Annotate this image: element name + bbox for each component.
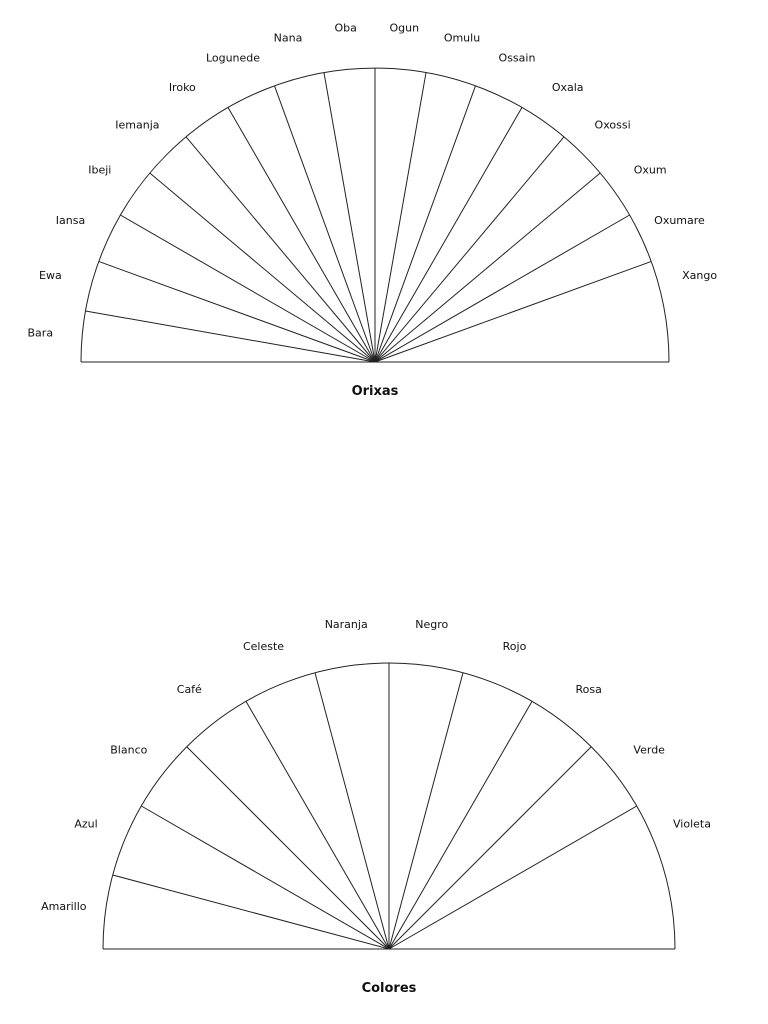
sector-divider [315, 673, 389, 949]
sector-label-blanco: Blanco [110, 743, 148, 757]
sector-label-oxossi: Oxossi [594, 118, 631, 132]
sector-divider [187, 747, 389, 949]
sector-label-oxala: Oxala [551, 80, 584, 94]
sector-label-amarillo: Amarillo [41, 900, 87, 914]
sector-label-rojo: Rojo [502, 640, 527, 653]
sector-divider [274, 86, 375, 362]
sector-divider [113, 875, 389, 949]
sector-label-ewa: Ewa [39, 269, 62, 282]
sector-divider [141, 806, 389, 949]
sector-label-cafe: Café [176, 682, 202, 696]
sector-label-iemanja: Iemanja [115, 118, 160, 132]
sector-divider [246, 701, 389, 949]
sector-label-nana: Nana [273, 31, 303, 45]
sector-divider [389, 806, 637, 949]
chart-title: Colores [361, 981, 417, 996]
sector-label-xango: Xango [682, 269, 718, 282]
sector-label-azul: Azul [74, 817, 98, 831]
sector-label-celeste: Celeste [242, 640, 285, 653]
chart-title: Orixas [351, 384, 399, 399]
sector-label-oba: Oba [334, 21, 357, 35]
colores-chart [41, 618, 711, 996]
sector-label-bara: Bara [27, 326, 54, 340]
sector-label-ossain: Ossain [498, 51, 536, 65]
sector-divider [375, 86, 476, 362]
sector-divider [375, 215, 630, 362]
sector-label-logunede: Logunede [205, 51, 261, 65]
sector-label-iroko: Iroko [168, 80, 196, 94]
sector-divider [150, 173, 375, 362]
sector-label-naranja: Naranja [324, 617, 368, 631]
sector-divider [389, 701, 532, 949]
sector-label-ogun: Ogun [389, 21, 420, 35]
sector-divider [389, 747, 591, 949]
sector-divider [389, 673, 463, 949]
orixas-chart [28, 21, 718, 399]
sector-label-rosa: Rosa [575, 682, 602, 696]
sector-label-verde: Verde [633, 743, 665, 757]
sector-divider [375, 173, 600, 362]
sector-divider [375, 137, 564, 362]
sector-label-oxum: Oxum [633, 163, 667, 177]
sector-label-omulu: Omulu [443, 31, 481, 45]
sector-label-negro: Negro [415, 617, 449, 631]
sector-divider [375, 261, 651, 362]
sector-label-ibeji: Ibeji [88, 163, 112, 177]
sector-divider [99, 261, 375, 362]
sector-divider [186, 137, 375, 362]
sector-label-oxumare: Oxumare [654, 214, 705, 227]
sector-label-violeta: Violeta [673, 817, 711, 831]
sector-label-iansa: Iansa [55, 214, 86, 227]
